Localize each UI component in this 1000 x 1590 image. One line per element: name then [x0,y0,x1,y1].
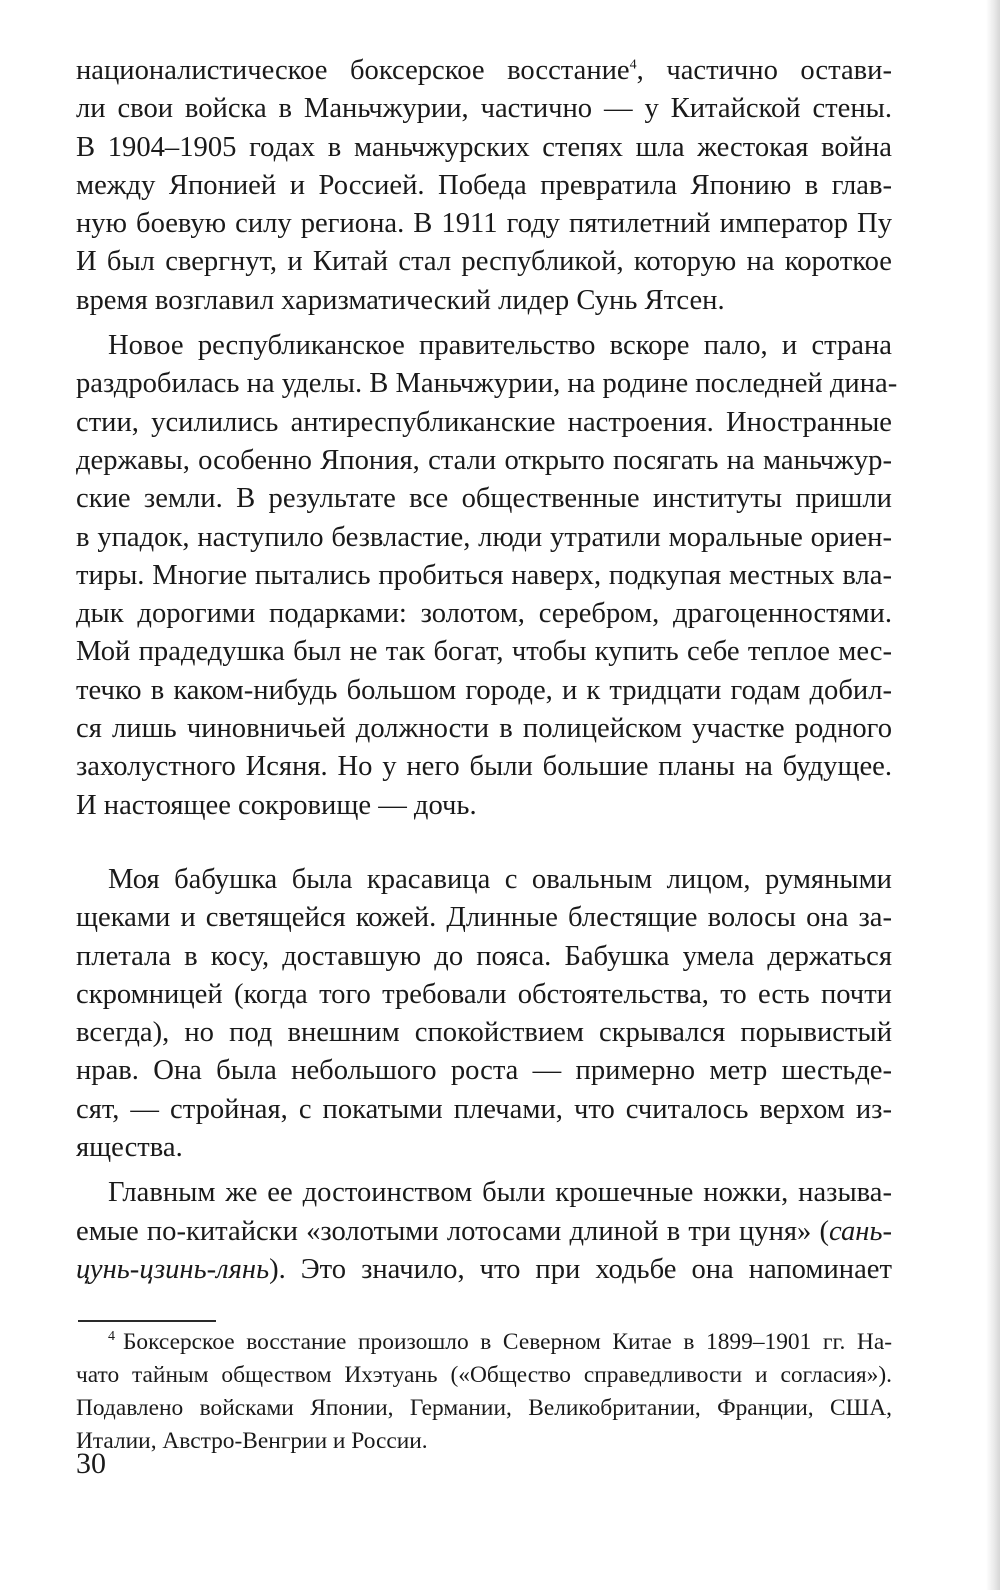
text-line: ящества. [76,1132,183,1164]
footnote-line: Италии, Австро-Венгрии и России. [76,1428,428,1454]
paragraph-1 [76,52,892,320]
text-span: ). Это значило, что при ходьбе она напоминает [269,1253,892,1285]
text-span: Боксерское восстание произошло в Северном Китае в 1899–1901 гг. На- [123,1329,892,1355]
footnote [76,1326,892,1458]
text-line: И был свергнут, и Китай стал республикой, которую на короткое [76,246,892,278]
main-text [76,52,898,1289]
text-line: ли свои войска в Маньчжурии, частично — у Китайской стены. [76,93,892,125]
text-span: националистическое боксерское восстание [76,55,630,86]
text-line: в упадок, наступило безвластие, люди утратили моральные ориен- [76,521,892,553]
text-line: Моя бабушка была красавица с овальным лицом, румяными [108,863,892,895]
italic-term: сань- [829,1215,892,1247]
paragraph-2 [76,327,898,825]
text-line: дык дорогими подарками: золотом, серебром, драгоценностями. [76,598,892,630]
text-line: щеками и светящейся кожей. Длинные блестящие волосы она за- [76,902,892,934]
text-line: тиры. Многие пытались пробиться наверх, подкупая местных вла- [76,559,892,591]
text-line: время возглавил харизматический лидер Сунь Ятсен. [76,284,725,316]
text-line: стии, усилились антиреспубликанские настроения. Иностранные [76,406,892,438]
paragraph-3 [76,861,892,1167]
text-line: И настоящее сокровище — дочь. [76,789,477,821]
text-line [76,1213,892,1251]
text-line: раздробилась на уделы. В Маньчжурии, на родине последней дина- [76,368,898,400]
text-line: Главным же ее достоинством были крошечные ножки, называ- [108,1177,892,1209]
footnote-marker: 4 [108,1329,115,1345]
text-line: скромницей (когда того требовали обстоятельства, то есть почти [76,978,892,1010]
page-number: 30 [76,1447,106,1480]
paragraph-4 [76,1174,892,1289]
text-line: захолустного Исяня. Но у него были большие планы на будущее. [76,751,892,783]
text-line: В 1904–1905 годах в маньчжурских степях шла жестокая война [76,131,892,163]
text-line: между Японией и Россией. Победа превратила Японию в глав- [76,169,892,201]
text-span: емые по-китайски «золотыми лотосами длиной в три цуня» ( [76,1215,830,1247]
text-line: ские земли. В результате все общественные институты пришли [76,483,892,515]
footnote-divider [78,1320,216,1322]
text-line: ную боевую силу региона. В 1911 году пятилетний император Пу [76,208,892,240]
footnote-line [76,1326,892,1359]
footnote-line: Подавлено войсками Японии, Германии, Великобритании, Франции, США, [76,1395,892,1421]
page-edge-shadow [986,0,1000,1590]
text-line [76,1251,892,1289]
italic-term: цунь-цзинь-лянь [76,1253,270,1285]
footnote-line: чато тайным обществом Ихэтуань («Общество справедливости и согласия»). [76,1362,892,1388]
text-line: всегда), но под внешним спокойствием скрывался порывистый [76,1017,892,1049]
text-span: , частично остави- [636,55,892,86]
text-line: течко в каком-нибудь большом городе, и к тридцати годам добил- [76,674,892,706]
text-line: сят, — стройная, с покатыми плечами, что считалось верхом из- [76,1093,892,1125]
text-line: ся лишь чиновничьей должности в полицейском участке родного [76,713,892,745]
footnote-reference[interactable]: 4 [629,57,637,73]
text-line: державы, особенно Япония, стали открыто посягать на маньчжур- [76,444,892,476]
text-line: плетала в косу, доставшую до пояса. Бабушка умела держаться [76,940,892,972]
text-line [76,52,892,90]
text-line: Мой прадедушка был не так богат, чтобы купить себе теплое мес- [76,636,892,668]
text-line: нрав. Она была небольшого роста — примерно метр шестьде- [76,1055,892,1087]
text-line: Новое республиканское правительство вскоре пало, и страна [108,330,892,362]
